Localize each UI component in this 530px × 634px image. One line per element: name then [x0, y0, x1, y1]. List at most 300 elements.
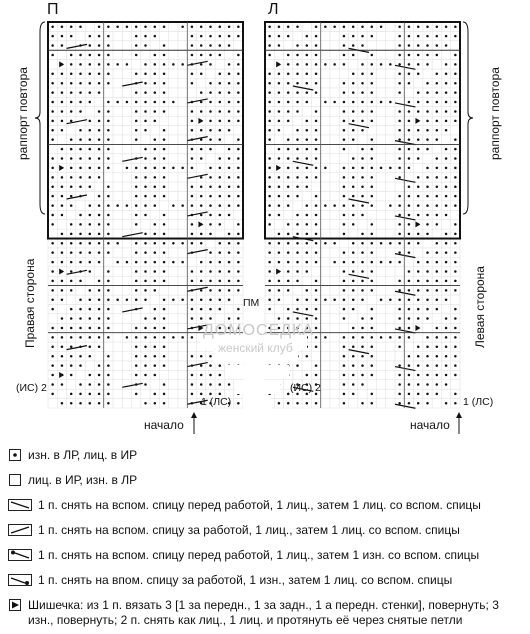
purl-dot [61, 35, 64, 38]
purl-dot [135, 120, 138, 123]
purl-dot [209, 44, 212, 47]
purl-dot [306, 129, 309, 132]
purl-dot [51, 223, 54, 226]
purl-dot [209, 176, 212, 179]
purl-dot [79, 167, 82, 170]
purl-dot [200, 233, 203, 236]
purl-dot [200, 204, 203, 207]
purl-dot [209, 233, 212, 236]
purl-dot [70, 82, 73, 85]
purl-dot [70, 25, 73, 28]
purl-dot [70, 167, 73, 170]
purl-dot [426, 120, 429, 123]
purl-dot [445, 289, 448, 292]
purl-dot [228, 251, 231, 254]
purl-dot [287, 54, 290, 57]
purl-dot [398, 204, 401, 207]
purl-dot [89, 157, 92, 160]
purl-dot [315, 233, 318, 236]
purl-dot [61, 148, 64, 151]
purl-dot [51, 82, 54, 85]
purl-dot [371, 308, 374, 311]
empty-square-icon [8, 474, 22, 486]
purl-dot [107, 233, 110, 236]
purl-dot [163, 327, 166, 330]
purl-dot [126, 167, 129, 170]
purl-dot [191, 355, 194, 358]
purl-dot [352, 327, 355, 330]
purl-dot [61, 336, 64, 339]
purl-dot [163, 402, 166, 405]
purl-dot [209, 223, 212, 226]
purl-dot [408, 101, 411, 104]
purl-dot [306, 402, 309, 405]
purl-dot [61, 233, 64, 236]
purl-dot [70, 195, 73, 198]
purl-dot [371, 54, 374, 57]
purl-dot [107, 63, 110, 66]
purl-dot [98, 383, 101, 386]
purl-dot [296, 157, 299, 160]
purl-dot [315, 138, 318, 141]
purl-dot [361, 383, 364, 386]
purl-dot [228, 157, 231, 160]
purl-dot [61, 176, 64, 179]
purl-dot [306, 355, 309, 358]
purl-dot [219, 129, 222, 132]
purl-dot [237, 251, 240, 254]
purl-dot [144, 251, 147, 254]
legend-item [8, 548, 523, 563]
purl-dot [343, 261, 346, 264]
purl-dot [116, 204, 119, 207]
purl-dot [454, 317, 457, 320]
purl-dot [306, 82, 309, 85]
purl-dot [408, 317, 411, 320]
purl-dot [89, 82, 92, 85]
purl-dot [371, 138, 374, 141]
purl-dot [445, 82, 448, 85]
purl-dot [79, 242, 82, 245]
purl-dot [144, 91, 147, 94]
purl-dot [237, 186, 240, 189]
purl-dot [268, 251, 271, 254]
purl-dot [144, 167, 147, 170]
purl-dot [163, 25, 166, 28]
purl-dot [352, 204, 355, 207]
purl-dot [191, 82, 194, 85]
purl-dot [135, 186, 138, 189]
purl-dot [408, 186, 411, 189]
purl-dot [426, 364, 429, 367]
purl-dot [237, 204, 240, 207]
purl-dot [436, 129, 439, 132]
purl-dot [445, 148, 448, 151]
bobble-mark [415, 325, 420, 331]
purl-dot [278, 317, 281, 320]
purl-dot [306, 261, 309, 264]
purl-dot [315, 223, 318, 226]
purl-dot [436, 44, 439, 47]
purl-dot [306, 35, 309, 38]
purl-dot [154, 54, 157, 57]
purl-dot [315, 120, 318, 123]
repeat-brace [463, 22, 473, 214]
purl-dot [408, 110, 411, 113]
purl-dot [107, 214, 110, 217]
purl-dot [361, 280, 364, 283]
cable-stroke [395, 216, 415, 220]
purl-dot [70, 308, 73, 311]
purl-dot [200, 176, 203, 179]
purl-dot [70, 148, 73, 151]
purl-dot [408, 402, 411, 405]
purl-dot [287, 148, 290, 151]
purl-dot [296, 251, 299, 254]
purl-dot [219, 195, 222, 198]
purl-dot [454, 82, 457, 85]
purl-dot [296, 110, 299, 113]
purl-dot [398, 167, 401, 170]
purl-dot [287, 242, 290, 245]
purl-dot [89, 101, 92, 104]
purl-dot [126, 101, 129, 104]
purl-dot [417, 308, 420, 311]
purl-dot [89, 355, 92, 358]
purl-dot [352, 186, 355, 189]
purl-dot [163, 223, 166, 226]
purl-dot [219, 167, 222, 170]
purl-dot [343, 138, 346, 141]
cable-stroke [67, 346, 87, 350]
purl-dot [191, 204, 194, 207]
purl-dot [51, 280, 54, 283]
purl-dot [144, 44, 147, 47]
purl-dot [209, 364, 212, 367]
purl-dot [228, 44, 231, 47]
purl-dot [116, 242, 119, 245]
purl-dot [352, 393, 355, 396]
purl-dot [287, 289, 290, 292]
purl-dot [219, 393, 222, 396]
purl-dot [352, 346, 355, 349]
purl-dot [343, 393, 346, 396]
purl-dot [315, 25, 318, 28]
purl-dot [287, 138, 290, 141]
purl-dot [287, 176, 290, 179]
purl-dot [70, 101, 73, 104]
purl-dot [426, 308, 429, 311]
purl-dot [61, 242, 64, 245]
purl-dot [89, 298, 92, 301]
purl-dot [436, 101, 439, 104]
purl-dot [454, 110, 457, 113]
purl-dot [200, 44, 203, 47]
purl-dot [408, 167, 411, 170]
purl-dot [426, 374, 429, 377]
purl-dot [107, 120, 110, 123]
purl-dot [361, 289, 364, 292]
purl-dot [426, 336, 429, 339]
purl-dot [445, 167, 448, 170]
purl-dot [417, 186, 420, 189]
purl-dot [135, 289, 138, 292]
purl-dot [398, 82, 401, 85]
purl-dot [228, 195, 231, 198]
purl-dot [352, 129, 355, 132]
purl-dot [51, 176, 54, 179]
purl-dot [209, 214, 212, 217]
purl-dot [79, 402, 82, 405]
purl-dot [315, 110, 318, 113]
purl-dot [51, 374, 54, 377]
purl-dot [144, 261, 147, 264]
purl-dot [200, 35, 203, 38]
purl-dot [454, 101, 457, 104]
purl-dot [426, 101, 429, 104]
purl-dot [144, 120, 147, 123]
purl-dot [98, 393, 101, 396]
purl-dot [343, 298, 346, 301]
purl-dot [371, 195, 374, 198]
purl-dot [352, 364, 355, 367]
purl-dot [361, 355, 364, 358]
purl-dot [333, 63, 336, 66]
purl-dot [278, 73, 281, 76]
purl-dot [436, 120, 439, 123]
purl-dot [436, 261, 439, 264]
purl-dot [296, 233, 299, 236]
purl-dot [398, 242, 401, 245]
purl-dot [398, 402, 401, 405]
purl-dot [315, 91, 318, 94]
purl-dot [454, 402, 457, 405]
purl-dot [191, 54, 194, 57]
purl-dot [408, 251, 411, 254]
purl-dot [51, 261, 54, 264]
purl-dot [278, 110, 281, 113]
purl-dot [237, 176, 240, 179]
purl-dot [426, 148, 429, 151]
purl-dot [61, 298, 64, 301]
purl-dot [315, 374, 318, 377]
purl-dot [144, 35, 147, 38]
purl-dot [61, 355, 64, 358]
cable-stroke [67, 120, 87, 124]
purl-dot [191, 383, 194, 386]
purl-dot [135, 167, 138, 170]
purl-dot [398, 298, 401, 301]
purl-dot [135, 280, 138, 283]
purl-dot [89, 91, 92, 94]
purl-dot [315, 73, 318, 76]
purl-dot [163, 364, 166, 367]
purl-dot [107, 270, 110, 273]
purl-dot [200, 25, 203, 28]
purl-dot [445, 317, 448, 320]
purl-dot [426, 233, 429, 236]
purl-dot [296, 298, 299, 301]
purl-dot [361, 82, 364, 85]
purl-dot [306, 176, 309, 179]
purl-dot [98, 44, 101, 47]
purl-dot [79, 73, 82, 76]
stair-mask [243, 395, 244, 409]
purl-dot [398, 157, 401, 160]
purl-dot [361, 317, 364, 320]
purl-dot [219, 82, 222, 85]
purl-dot [98, 317, 101, 320]
purl-dot [135, 195, 138, 198]
purl-dot [61, 44, 64, 47]
cable-stroke [187, 363, 207, 367]
purl-dot [352, 383, 355, 386]
purl-dot [296, 129, 299, 132]
purl-dot [70, 204, 73, 207]
purl-dot [163, 63, 166, 66]
purl-dot [200, 110, 203, 113]
purl-dot [70, 223, 73, 226]
purl-dot [296, 91, 299, 94]
purl-dot [268, 261, 271, 264]
purl-dot [333, 204, 336, 207]
purl-dot [398, 54, 401, 57]
purl-dot [398, 251, 401, 254]
purl-dot [398, 383, 401, 386]
purl-dot [306, 204, 309, 207]
purl-dot [408, 138, 411, 141]
purl-dot [352, 138, 355, 141]
purl-dot [51, 242, 54, 245]
purl-dot [398, 63, 401, 66]
legend-text: Шишечка: из 1 п. вязать 3 [1 за передн., 1 за задн., 1 а передн. стенки], повернуть; 3 изн., повернуть; 2 п. снять как лиц., 1 лиц. и протянуть её через снятые петли [28, 598, 499, 627]
purl-dot [306, 91, 309, 94]
cable-stroke [395, 367, 415, 371]
purl-dot [144, 402, 147, 405]
purl-dot [426, 214, 429, 217]
purl-dot [445, 280, 448, 283]
purl-dot [417, 195, 420, 198]
purl-dot [436, 176, 439, 179]
purl-dot [191, 167, 194, 170]
purl-dot [426, 44, 429, 47]
purl-dot [70, 54, 73, 57]
purl-dot [61, 204, 64, 207]
purl-dot [61, 25, 64, 28]
purl-dot [408, 157, 411, 160]
purl-dot [163, 82, 166, 85]
purl-dot [70, 251, 73, 254]
cable-right-purl-icon [8, 574, 32, 586]
purl-dot [79, 214, 82, 217]
purl-dot [315, 280, 318, 283]
purl-dot [154, 261, 157, 264]
purl-dot [352, 308, 355, 311]
purl-dot [89, 242, 92, 245]
purl-dot [200, 317, 203, 320]
purl-dot [426, 355, 429, 358]
purl-dot [371, 101, 374, 104]
purl-dot [352, 82, 355, 85]
purl-dot [144, 336, 147, 339]
purl-dot [228, 176, 231, 179]
purl-dot [343, 120, 346, 123]
purl-dot [237, 280, 240, 283]
cable-stroke [122, 308, 142, 312]
purl-dot [361, 336, 364, 339]
cable-stroke [187, 212, 207, 216]
purl-dot [352, 223, 355, 226]
purl-dot [436, 138, 439, 141]
purl-dot [98, 289, 101, 292]
purl-dot [361, 251, 364, 254]
purl-dot [315, 54, 318, 57]
purl-dot [436, 336, 439, 339]
purl-dot [144, 101, 147, 104]
purl-dot [417, 157, 420, 160]
purl-dot [296, 25, 299, 28]
purl-dot [70, 270, 73, 273]
purl-dot [70, 289, 73, 292]
purl-dot [398, 308, 401, 311]
purl-dot [296, 54, 299, 57]
purl-dot [126, 204, 129, 207]
purl-dot [79, 148, 82, 151]
purl-dot [79, 327, 82, 330]
purl-dot [89, 270, 92, 273]
purl-dot [268, 214, 271, 217]
purl-dot [144, 270, 147, 273]
legend-item [8, 473, 523, 488]
purl-dot [209, 63, 212, 66]
purl-dot [61, 327, 64, 330]
purl-dot [79, 233, 82, 236]
purl-dot [268, 91, 271, 94]
purl-dot [278, 242, 281, 245]
purl-dot [315, 308, 318, 311]
purl-dot [371, 327, 374, 330]
purl-dot [219, 289, 222, 292]
purl-dot [268, 129, 271, 132]
purl-dot [426, 280, 429, 283]
purl-dot [89, 186, 92, 189]
purl-dot [163, 73, 166, 76]
purl-dot [79, 251, 82, 254]
purl-dot [191, 270, 194, 273]
purl-dot [228, 101, 231, 104]
purl-dot [135, 73, 138, 76]
purl-dot [219, 101, 222, 104]
purl-dot [200, 73, 203, 76]
purl-dot [398, 364, 401, 367]
purl-dot [371, 270, 374, 273]
purl-dot [181, 298, 184, 301]
purl-dot [89, 148, 92, 151]
purl-dot [343, 129, 346, 132]
purl-dot [436, 308, 439, 311]
purl-dot [200, 289, 203, 292]
purl-dot [417, 73, 420, 76]
purl-dot [296, 138, 299, 141]
purl-dot [352, 242, 355, 245]
purl-dot [343, 233, 346, 236]
purl-dot [426, 25, 429, 28]
purl-dot [352, 157, 355, 160]
purl-dot [371, 374, 374, 377]
purl-dot [237, 35, 240, 38]
purl-dot [228, 242, 231, 245]
purl-dot [426, 138, 429, 141]
